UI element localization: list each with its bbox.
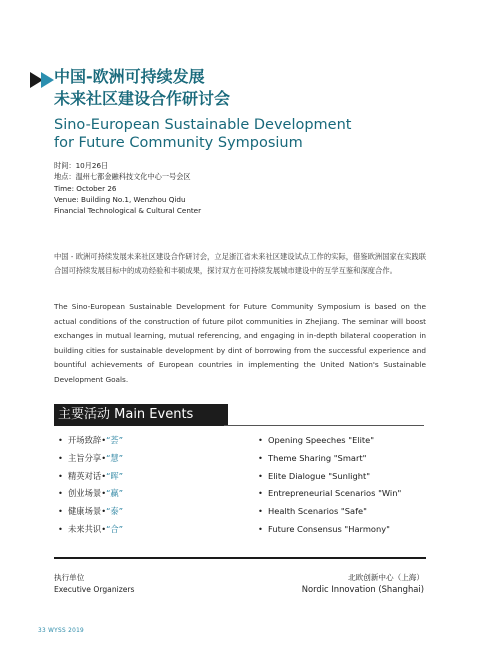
intro-paragraph-chinese: 中国 - 欧洲可持续发展未来社区建设合作研讨会，立足浙江省未来社区建设试点工作的实际，借鉴欧洲国家在实践联合国可持续发展目标中的成功经验和丰硕成果，探讨双方在可持续发展城市建设中的互学互鉴和深度合作。 <box>54 252 426 275</box>
title-english <box>54 116 464 152</box>
events-list-chinese <box>58 432 123 539</box>
intro-paragraph-english: The Sino-European Sustainable Development for Future Community Symposium is based on the actual conditions of the construction of future pilot communities in Zhejiang. The seminar will boost exchanges in mutual learning, mutual referencing, and engaging in in-depth bilateral cooperation in building cities for sustainable development by dint of borrowing from the successful experience and bountiful achievements of European countries in implementing the United Nation's Sustainable Development Goals. <box>54 302 426 384</box>
bullet-icon: • <box>58 488 63 499</box>
organizer-name-en: Nordic Innovation (Shanghai) <box>301 584 424 594</box>
bullet-icon: • <box>58 506 63 517</box>
title-en-line2: for Future Community Symposium <box>54 135 303 151</box>
list-item: • 精英对话•“晖” <box>58 468 123 486</box>
venue-zh: 地点：温州七都金融科技文化中心一号会区 <box>54 172 191 181</box>
list-item: • Opening Speeches "Elite" <box>258 432 401 450</box>
list-item: • Elite Dialogue "Sunlight" <box>258 468 401 486</box>
title-zh-line2: 未来社区建设合作研讨会 <box>54 89 231 108</box>
venue-en-line1: Venue: Building No.1, Wenzhou Qidu <box>54 195 186 204</box>
time-en: Time: October 26 <box>54 184 117 193</box>
list-item: • Theme Sharing "Smart" <box>258 450 401 468</box>
title-en-line1: Sino-European Sustainable Development <box>54 117 352 133</box>
heading-rule <box>224 425 424 426</box>
title-zh-line1: 中国-欧洲可持续发展 <box>54 67 205 86</box>
bullet-icon: • <box>258 452 263 463</box>
list-item: • Future Consensus "Harmony" <box>258 521 401 539</box>
list-item: • 开场致辞•“荟” <box>58 432 123 450</box>
list-item: • Entrepreneurial Scenarios "Win" <box>258 485 401 503</box>
venue-en-line2: Financial Technological & Cultural Center <box>54 206 202 215</box>
bullet-icon: • <box>258 435 263 445</box>
time-zh: 时间：10月26日 <box>54 161 109 170</box>
bullet-icon: • <box>258 470 263 481</box>
page-footer: 33 WYSS 2019 <box>38 628 85 634</box>
bullet-icon: • <box>58 435 63 445</box>
bullet-icon: • <box>58 470 63 481</box>
organizers-label-en: Executive Organizers <box>54 585 135 594</box>
bullet-icon: • <box>258 506 263 517</box>
list-item: • 健康场景•“泰” <box>58 503 123 521</box>
event-info-chinese <box>54 160 354 182</box>
list-item: • 创业场景•“赢” <box>58 485 123 503</box>
section-divider <box>54 557 426 559</box>
organizer-name-zh: 北欧创新中心（上海） <box>348 573 424 582</box>
bullet-icon: • <box>258 523 263 534</box>
list-item: • 主旨分享•“慧” <box>58 450 123 468</box>
bullet-icon: • <box>258 488 263 499</box>
bullet-icon: • <box>58 452 63 463</box>
list-item: • Health Scenarios "Safe" <box>258 503 401 521</box>
bullet-icon: • <box>58 523 63 534</box>
title-chinese <box>54 66 454 110</box>
organizers-label-zh: 执行单位 <box>54 573 85 582</box>
event-info-english <box>54 183 354 216</box>
list-item: • 未来共识•“合” <box>58 521 123 539</box>
main-events-heading: 主要活动 Main Events <box>54 404 228 426</box>
events-list-english <box>258 432 401 539</box>
